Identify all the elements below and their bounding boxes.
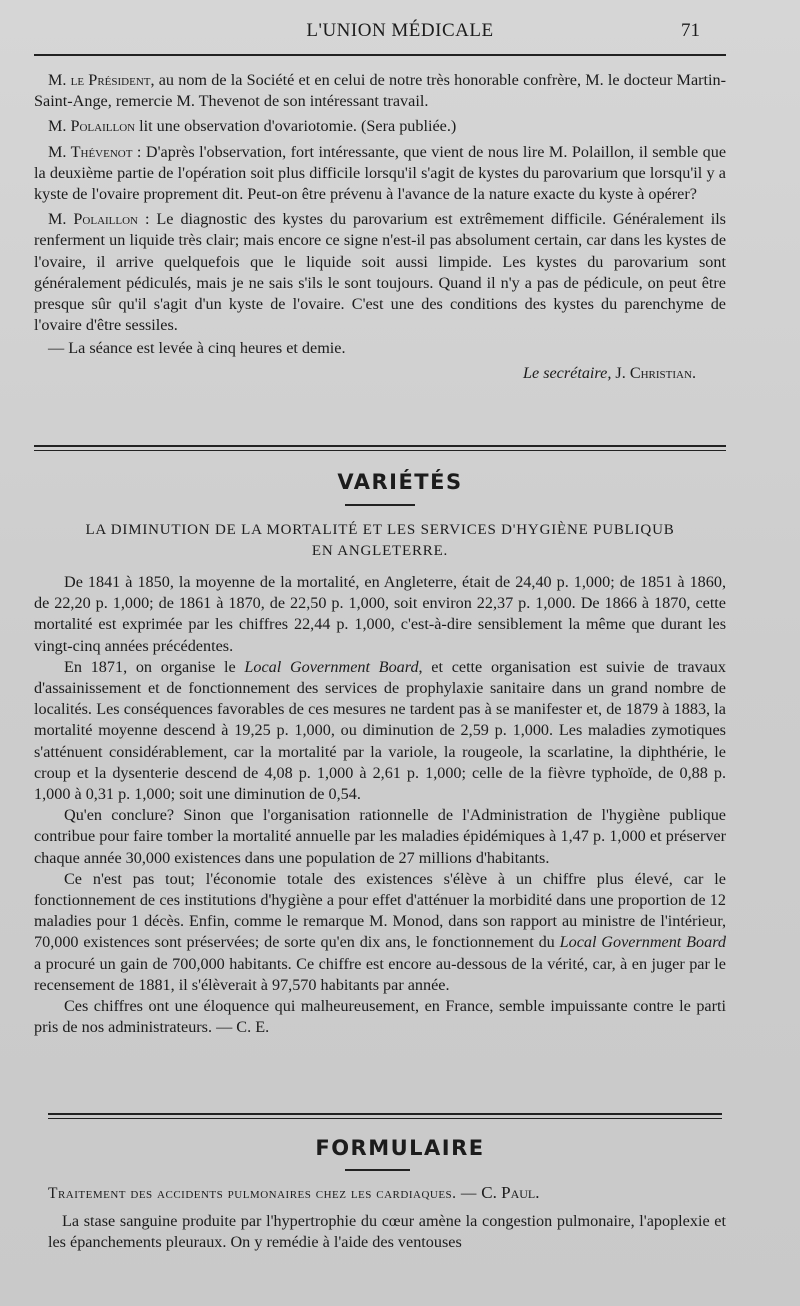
paragraph-economy: [34, 869, 726, 996]
formula-title-text: Traitement des accidents pulmonaires chez les cardiaques. —: [48, 1185, 482, 1202]
signature-label: Le secrétaire,: [522, 363, 612, 382]
discussion-section: [34, 70, 726, 384]
section-divider: [48, 1113, 722, 1119]
varietes-article: [34, 520, 726, 1038]
formula-title: [48, 1182, 726, 1205]
paragraph-mortality-stats: De 1841 à 1850, la moyenne de la mortalité, en Angleterre, était de 24,40 p. 1,000; de 1851 à 1860, de 22,20 p. 1,000; de 1861 à 1870, de 22,50 p. 1,000, soit environ 22,37 p. 1,000. De 1866 à 1870, cette mortalité est exprimée par les chiffres 22,44 p. 1,000, c'est-à-dire sensiblement la même que durant les vingt-cinq années précédentes.: [34, 573, 726, 655]
paragraph-text: au nom de la Société et en celui de notre très honorable confrère, M. le docteur Martin-Saint-Ange, remercie M. Thevenot de son intéressant travail.: [34, 71, 726, 111]
article-title-line: EN ANGLETERRE.: [311, 543, 449, 559]
journal-title: L'UNION MÉDICALE: [306, 20, 494, 41]
paragraph-president: [34, 70, 726, 112]
closing-line: — La séance est levée à cinq heures et demie.: [48, 339, 346, 358]
formula-author: C. Paul.: [481, 1183, 540, 1202]
article-title-line: LA DIMINUTION DE LA MORTALITÉ ET LES SERVICES D'HYGIÈNE PUBLIQUB: [85, 522, 675, 538]
signature: [34, 363, 726, 384]
paragraph-conclusion: Qu'en conclure? Sinon que l'organisation rationnelle de l'Administration de l'hygiène publique contribue pour faire tomber la mortalité annuelle par les maladies épidémiques à 1,47 p. 1,000 et préserver chaque année 30,000 existences dans une population de 27 millions d'habitants.: [34, 806, 726, 867]
speaker-name: M. Polaillon :: [48, 210, 150, 229]
paragraph-text: Ce n'est pas tout; l'économie totale des existences s'élève à un chiffre plus élevé, car le fonctionnement de ces institutions d'hygiène a pour effet d'atténuer la morbidité dans une proportion de 12 maladies pour 1 décès. Enfin, comme le remarque M. Monod, dans son rapport au ministre de l'intérieur, 70,000 existences sont préservées; de sorte qu'en dix ans, le fonctionnement du: [34, 869, 726, 952]
paragraph-text: En 1871, on organise le: [64, 657, 245, 676]
paragraph-text: D'après l'observation, fort intéressante, que vient de nous lire M. Polaillon, il semble que la deuxième partie de l'opération soit plus difficile lorsqu'il s'agit de kystes du parovarium que lorsqu'il y a kyste de l'ovaire proprement dit. Peut-on être prévenu à l'avance de la nature exacte du kyste à opérer?: [34, 142, 726, 204]
speaker-name: M. Thévenot :: [48, 142, 142, 161]
paragraph-text: , et cette organisation est suivie de travaux d'assainissement et de fonctionnement des services de prophylaxie sanitaire dans un grand nombre de localités. Les conséquences favorables de ces mesures ne tardent pas à se manifester et, de 1879 à 1883, la mortalité moyenne descend à 19,25 p. 1,000, ou diminution de 2,59 p. 1,000. Les maladies zymotiques s'atténuent considérablement, car la mortalité par la variole, la rougeole, la scarlatine, la diphthérie, le croup et la dysenterie descend de 4,08 p. 1,000 à 2,61 p. 1,000; celle de la fièvre typhoïde, de 0,88 p. 1,000 à 0,31 p. 1,000; soit une diminution de 0,54.: [34, 657, 726, 804]
paragraph-text: a procuré un gain de 700,000 habitants. Ce chiffre est encore au-dessous de la vérité, car, à en juger par le recensement de 1881, il s'élèverait à 97,570 habitants par année.: [34, 954, 726, 994]
page-header: [30, 18, 770, 50]
formulaire-article: [48, 1182, 726, 1253]
section-divider: [34, 445, 726, 451]
speaker-name: M. Polaillon: [48, 117, 136, 136]
emphasis-text: Local Government Board: [559, 933, 726, 952]
speaker-name: M. le Président,: [48, 71, 155, 89]
paragraph-polaillon-reply: [34, 209, 726, 336]
paragraph-polaillon-reading: [34, 116, 726, 137]
varietes-heading: VARIÉTÉS: [337, 470, 463, 494]
formulaire-heading: FORMULAIRE: [315, 1136, 485, 1160]
heading-underline: [345, 1169, 410, 1171]
emphasis-text: Local Government Board: [244, 657, 419, 676]
page-number: 71: [681, 20, 700, 41]
paragraph-text: Le diagnostic des kystes du parovarium est extrêmement difficile. Généralement ils renferment un liquide très clair; mais encore ce signe n'est-il pas absolument certain, car dans les kystes de l'ovaire, il arrive quelquefois que le liquide soit aussi limpide. Les kystes du parovarium sont généralement pédiculés, mais je ne sais s'ils le sont toujours. Quand il n'y a pas de pédicule, on peut être presque sûr qu'il s'agit d'un kyste de l'ovaire. C'est une des conditions des kystes du parenchyme de l'ovaire d'être sessiles.: [34, 210, 726, 335]
heading-underline: [345, 504, 415, 506]
paragraph-closing: Ces chiffres ont une éloquence qui malheureusement, en France, semble impuissante contre le parti pris de nos administrateurs. — C. E.: [34, 997, 726, 1037]
paragraph-thevenot: [34, 142, 726, 206]
signature-name: J. Christian.: [615, 363, 696, 382]
paragraph-local-government-board: [34, 657, 726, 805]
paragraph-text: lit une observation d'ovariotomie. (Sera publiée.): [135, 117, 457, 136]
paragraph-formula: La stase sanguine produite par l'hypertrophie du cœur amène la congestion pulmonaire, l'apoplexie et les épanchements pleuraux. On y remédie à l'aide des ventouses: [48, 1212, 726, 1252]
header-rule: [34, 54, 726, 56]
article-title: [34, 520, 726, 562]
